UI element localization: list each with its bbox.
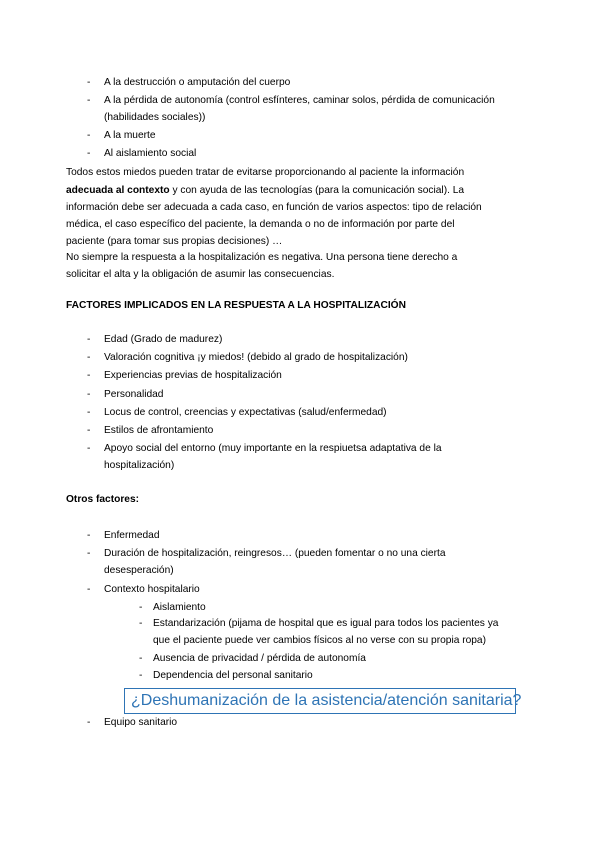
paragraph-line: solicitar el alta y la obligación de asumir las consecuencias.	[66, 269, 335, 280]
bullet-dash: -	[87, 717, 91, 728]
list-item: - Enfermedad	[104, 527, 504, 544]
bullet-dash: -	[139, 653, 143, 664]
bullet-dash: -	[87, 530, 91, 541]
paragraph-line: médica, el caso específico del paciente, la demanda o no de información por parte del	[66, 219, 455, 230]
bullet-dash: -	[87, 407, 91, 418]
paragraph-line: adecuada al contexto y con ayuda de las tecnologías (para la comunicación social). La	[66, 185, 465, 196]
bullet-dash: -	[87, 95, 91, 106]
bullet-dash: -	[87, 425, 91, 436]
bullet-dash: -	[87, 148, 91, 159]
sub-list-item: - Dependencia del personal sanitario	[153, 667, 513, 684]
list-item: - Al aislamiento social	[104, 145, 504, 162]
list-item: - Apoyo social del entorno (muy importante en la respiuetsa adaptativa de la hospitalización)	[104, 440, 489, 474]
list-item: - A la pérdida de autonomía (control esfínteres, caminar solos, pérdida de comunicación (habilidades sociales))	[104, 92, 504, 126]
emphasis-text: adecuada al contexto	[66, 185, 170, 196]
list-item: - Personalidad	[104, 386, 504, 403]
list-item: - A la muerte	[104, 127, 504, 144]
section-heading: FACTORES IMPLICADOS EN LA RESPUESTA A LA HOSPITALIZACIÓN	[66, 300, 406, 311]
bullet-dash: -	[87, 77, 91, 88]
list-item: - A la destrucción o amputación del cuerpo	[104, 74, 504, 91]
bullet-dash: -	[87, 389, 91, 400]
list-item: - Experiencias previas de hospitalización	[104, 367, 504, 384]
list-item: - Estilos de afrontamiento	[104, 422, 504, 439]
paragraph-line: Todos estos miedos pueden tratar de evitarse proporcionando al paciente la información	[66, 167, 465, 178]
paragraph-line: información debe ser adecuada a cada caso, en función de varios aspectos: tipo de relación	[66, 202, 482, 213]
paragraph-line: paciente (para tomar sus propias decisiones) …	[66, 236, 283, 247]
bullet-dash: -	[87, 352, 91, 363]
section-heading: Otros factores:	[66, 494, 140, 505]
list-item: - Duración de hospitalización, reingresos… (pueden fomentar o no una cierta desesperación)	[104, 545, 499, 579]
bullet-dash: -	[87, 334, 91, 345]
list-item: - Equipo sanitario	[104, 714, 504, 731]
list-item: - Contexto hospitalario	[104, 581, 504, 598]
bullet-dash: -	[87, 130, 91, 141]
paragraph-line: No siempre la respuesta a la hospitalización es negativa. Una persona tiene derecho a	[66, 252, 458, 263]
bullet-dash: -	[139, 670, 143, 681]
callout-box: ¿Deshumanización de la asistencia/atención sanitaria?	[124, 688, 516, 714]
sub-list-item: - Aislamiento	[153, 599, 513, 616]
sub-list-item: - Ausencia de privacidad / pérdida de autonomía	[153, 650, 513, 667]
bullet-dash: -	[87, 370, 91, 381]
bullet-dash: -	[139, 602, 143, 613]
bullet-dash: -	[87, 548, 91, 559]
list-item: - Edad (Grado de madurez)	[104, 331, 504, 348]
list-item: - Locus de control, creencias y expectativas (salud/enfermedad)	[104, 404, 504, 421]
bullet-dash: -	[87, 584, 91, 595]
bullet-dash: -	[87, 443, 91, 454]
sub-list-item: - Estandarización (pijama de hospital que es igual para todos los pacientes ya que el paciente puede ver cambios físicos al no verse con su propia ropa)	[153, 615, 513, 649]
bullet-dash: -	[139, 618, 143, 629]
list-item: - Valoración cognitiva ¡y miedos! (debido al grado de hospitalización)	[104, 349, 504, 366]
